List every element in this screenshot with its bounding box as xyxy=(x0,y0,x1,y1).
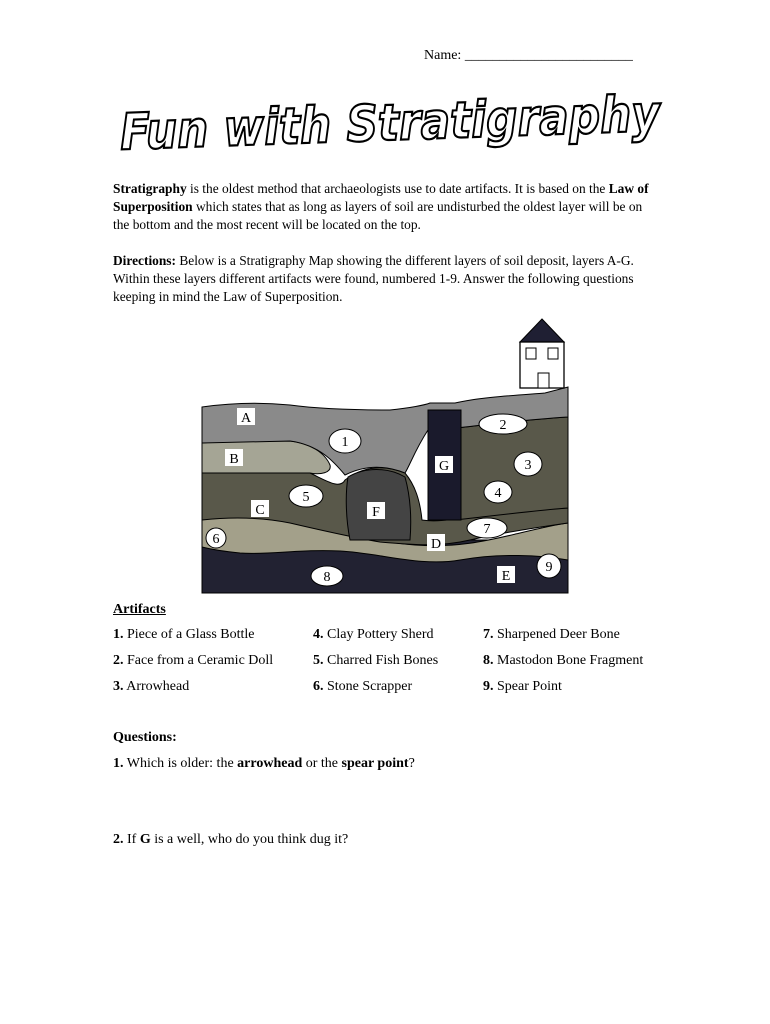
artifact-marker-4: 4 xyxy=(494,486,502,501)
artifact-number: 5. xyxy=(313,653,324,668)
question-text: If xyxy=(123,832,140,847)
question-text: is a well, who do you think dug it? xyxy=(150,832,349,847)
artifact-marker-6: 6 xyxy=(212,532,220,547)
artifact-marker-8: 8 xyxy=(323,570,331,585)
artifact-marker-5: 5 xyxy=(302,490,310,505)
layer-label-a: A xyxy=(240,411,252,426)
artifact-item xyxy=(313,627,434,643)
artifact-item xyxy=(313,653,438,669)
layer-label-e: E xyxy=(501,569,511,584)
artifact-label: Sharpened Deer Bone xyxy=(497,627,620,642)
artifact-label: Arrowhead xyxy=(126,679,190,694)
question-2 xyxy=(113,832,348,848)
house-icon xyxy=(520,319,564,388)
artifact-item xyxy=(483,627,620,643)
artifact-number: 7. xyxy=(483,627,494,642)
artifact-marker-2: 2 xyxy=(499,418,507,433)
artifact-item xyxy=(483,679,562,695)
artifact-number: 8. xyxy=(483,653,494,668)
artifact-label: Face from a Ceramic Doll xyxy=(127,653,274,668)
artifact-item xyxy=(313,679,412,695)
questions-heading: Questions: xyxy=(113,730,177,745)
term-law: Law of Superposition xyxy=(113,181,649,214)
directions-paragraph xyxy=(113,252,658,306)
question-emphasis: G xyxy=(139,832,151,847)
name-field-label[interactable]: Name: ________________________ xyxy=(424,48,633,63)
artifact-label: Charred Fish Bones xyxy=(327,653,439,668)
intro-text-2: which states that as long as layers of soil are undisturbed the oldest layer will be on the bottom and the most recent will be located on the top. xyxy=(113,199,643,232)
artifact-marker-1: 1 xyxy=(341,435,349,450)
artifact-item xyxy=(113,679,189,695)
directions-text: Below is a Stratigraphy Map showing the different layers of soil deposit, layers A-G. Within these layers different artifacts were found, numbered 1-9. Answer the following questions keeping in mind the Law of Superposition. xyxy=(113,253,634,304)
artifact-label: Spear Point xyxy=(497,679,562,694)
artifact-marker-3: 3 xyxy=(524,458,532,473)
question-text: or the xyxy=(302,756,342,771)
question-1 xyxy=(113,756,415,772)
artifact-label: Piece of a Glass Bottle xyxy=(127,627,255,642)
artifact-item xyxy=(483,653,643,669)
question-text: Which is older: the xyxy=(123,756,238,771)
artifact-marker-9: 9 xyxy=(545,560,553,575)
layer-label-b: B xyxy=(229,452,239,467)
question-emphasis: arrowhead xyxy=(237,756,303,771)
artifact-label: Mastodon Bone Fragment xyxy=(497,653,644,668)
layer-label-g: G xyxy=(438,459,450,474)
intro-text-1: is the oldest method that archaeologists use to date artifacts. It is based on the xyxy=(186,181,609,196)
artifact-number: 4. xyxy=(313,627,324,642)
artifact-number: 9. xyxy=(483,679,494,694)
artifact-number: 3. xyxy=(113,679,124,694)
artifact-number: 6. xyxy=(313,679,324,694)
title-text: Fun with Stratigraphy xyxy=(119,81,737,162)
stratigraphy-map xyxy=(200,315,570,595)
question-number: 2. xyxy=(113,832,124,847)
directions-label: Directions: xyxy=(113,253,176,268)
question-text: ? xyxy=(408,756,415,771)
artifact-number: 2. xyxy=(113,653,124,668)
page-title xyxy=(110,81,737,165)
question-emphasis: spear point xyxy=(341,756,409,771)
artifact-item xyxy=(113,627,255,643)
intro-paragraph xyxy=(113,180,658,234)
layer-label-f: F xyxy=(372,505,380,520)
term-stratigraphy: Stratigraphy xyxy=(113,181,187,196)
artifact-label: Stone Scrapper xyxy=(327,679,413,694)
artifact-label: Clay Pottery Sherd xyxy=(327,627,434,642)
artifact-item xyxy=(113,653,273,669)
question-number: 1. xyxy=(113,756,124,771)
artifact-marker-7: 7 xyxy=(483,522,491,537)
layer-label-d: D xyxy=(430,537,442,552)
layer-label-c: C xyxy=(255,503,265,518)
artifacts-heading: Artifacts xyxy=(113,602,166,617)
artifact-number: 1. xyxy=(113,627,124,642)
